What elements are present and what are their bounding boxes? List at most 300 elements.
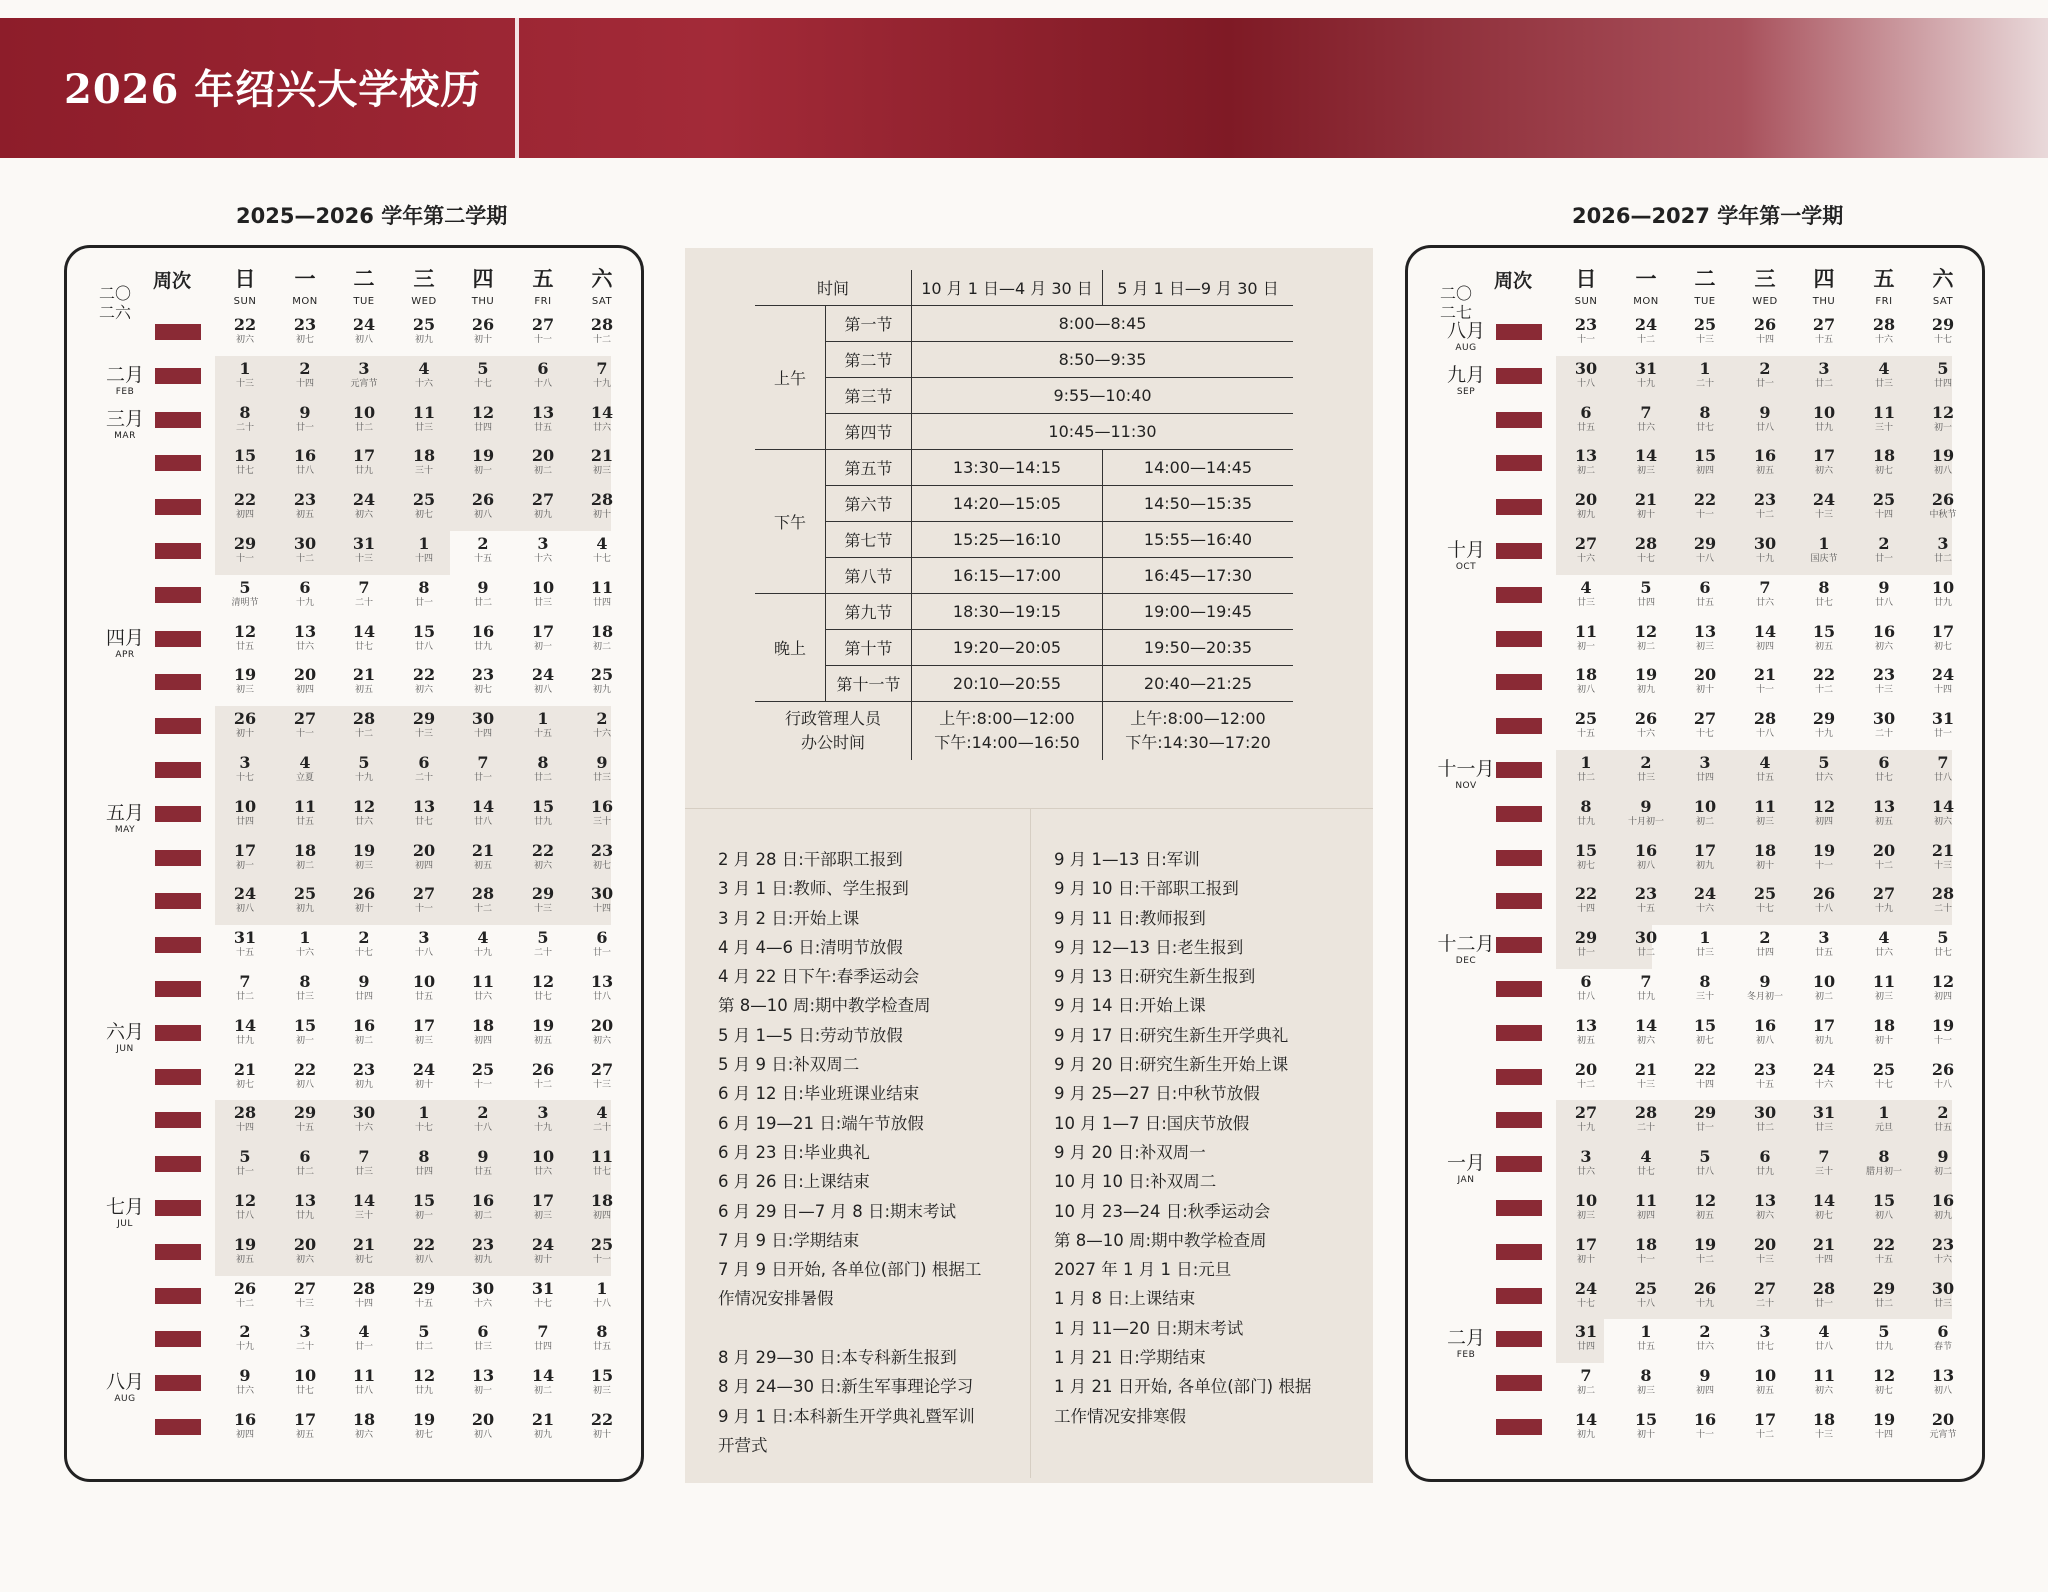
date-number: 1 (418, 534, 430, 553)
date-number: 13 (1931, 1366, 1955, 1386)
date-number: 24 (531, 1234, 555, 1254)
week-number-bar (155, 455, 201, 471)
date-cell (1796, 1017, 1852, 1047)
date-cell (1737, 1017, 1793, 1047)
period-time-summer: 16:45—17:30 (1103, 558, 1294, 594)
lunar-date: 初三 (1755, 816, 1774, 827)
date-number: 14 (471, 796, 495, 816)
date-number: 15 (1634, 1410, 1658, 1429)
period-group: 晚上 (755, 594, 826, 702)
lunar-date: 立夏 (295, 773, 314, 783)
date-cell (217, 316, 273, 346)
week-number-bar (155, 850, 201, 866)
date-number: 15 (1872, 1191, 1896, 1210)
date-cell (217, 1061, 273, 1091)
date-cell (1796, 842, 1852, 872)
date-number: 19 (233, 1234, 257, 1254)
date-number: 27 (293, 709, 317, 729)
lunar-date: 廿一 (414, 597, 433, 608)
month-label-en: OCT (1455, 562, 1477, 572)
date-cell (515, 710, 571, 740)
event-item: 10 月 23—24 日:秋季运动会 (1054, 1201, 1271, 1221)
date-number: 17 (412, 1015, 436, 1035)
date-cell (1737, 1367, 1793, 1397)
date-cell (396, 754, 452, 784)
lunar-date: 初七 (473, 685, 492, 696)
weekday-zh: 二 (353, 267, 375, 291)
lunar-date: 廿五 (414, 992, 433, 1002)
date-number: 13 (471, 1366, 495, 1386)
date-number: 26 (1931, 1059, 1955, 1079)
date-number: 7 (1818, 1147, 1830, 1167)
date-number: 16 (352, 1015, 376, 1035)
date-cell (1856, 1323, 1912, 1353)
lunar-date: 初六 (295, 1254, 314, 1265)
date-cell (574, 1104, 630, 1134)
lunar-date: 廿九 (354, 466, 373, 477)
date-cell (1737, 710, 1793, 740)
date-cell (1618, 885, 1674, 915)
date-number: 20 (412, 840, 436, 860)
lunar-date: 初五 (1755, 466, 1774, 477)
weekday-zh: 二 (1694, 267, 1716, 291)
date-cell (1796, 1061, 1852, 1091)
date-number: 27 (1872, 884, 1896, 904)
date-number: 25 (1872, 490, 1896, 510)
date-number: 22 (1693, 1059, 1717, 1079)
date-number: 13 (590, 972, 614, 991)
date-cell (1915, 360, 1971, 390)
date-cell (515, 1061, 571, 1091)
event-item: 9 月 14 日:开始上课 (1054, 996, 1206, 1016)
weekday-header (1740, 263, 1790, 307)
date-cell (217, 754, 273, 784)
lunar-date: 初四 (1814, 816, 1833, 827)
date-cell (515, 447, 571, 477)
event-item: 9 月 13 日:研究生新生报到 (1054, 967, 1256, 987)
lunar-date: 十四 (1695, 1079, 1714, 1090)
semester1-calendar (64, 245, 644, 1482)
lunar-date: 廿六 (295, 641, 314, 652)
date-cell (1856, 447, 1912, 477)
date-cell (1558, 1323, 1614, 1353)
date-number: 8 (1580, 796, 1592, 816)
date-cell (1558, 929, 1614, 959)
lunar-date: 十四 (1814, 1254, 1833, 1265)
date-cell (277, 579, 333, 609)
date-cell (515, 1148, 571, 1178)
date-number: 12 (531, 972, 555, 991)
lunar-date: 初十 (533, 1254, 552, 1265)
lunar-date: 廿八 (592, 992, 611, 1002)
date-cell (217, 885, 273, 915)
date-cell (1558, 842, 1614, 872)
date-number: 19 (233, 665, 257, 685)
date-cell (1796, 1411, 1852, 1441)
date-number: 30 (1634, 928, 1658, 948)
date-number: 26 (1753, 315, 1777, 334)
date-cell (217, 1192, 273, 1222)
lunar-date: 初六 (1814, 1386, 1833, 1397)
date-number: 21 (233, 1059, 257, 1079)
lunar-date: 廿八 (235, 1211, 254, 1221)
lunar-date: 初九 (1933, 1211, 1952, 1221)
lunar-date: 初二 (1576, 1386, 1595, 1397)
date-number: 5 (1937, 928, 1949, 948)
date-cell (455, 1280, 511, 1310)
week-number-bar (155, 1156, 201, 1172)
event-item: 1 月 21 日开始, 各单位(部门) 根据 (1054, 1377, 1312, 1397)
event-item (718, 1314, 981, 1343)
date-cell (277, 666, 333, 696)
date-cell (574, 754, 630, 784)
lunar-date: 廿五 (1755, 773, 1774, 783)
weekday-header (1680, 263, 1730, 307)
date-cell (336, 929, 392, 959)
date-number: 28 (590, 490, 614, 510)
date-cell (1618, 316, 1674, 346)
date-cell (574, 1411, 630, 1441)
lunar-date: 十一 (1636, 1254, 1655, 1265)
lunar-date: 十一 (1933, 1035, 1952, 1046)
date-number: 5 (1640, 577, 1652, 597)
lunar-date: 廿五 (1695, 597, 1714, 608)
date-cell (515, 929, 571, 959)
date-number: 9 (299, 402, 311, 422)
date-cell (336, 579, 392, 609)
year-label (93, 284, 137, 322)
lunar-date: 二十 (1874, 729, 1893, 740)
lunar-date: 十一 (1814, 860, 1833, 871)
date-number: 17 (1812, 446, 1836, 466)
date-cell (277, 404, 333, 434)
date-cell (1737, 579, 1793, 609)
date-cell (574, 316, 630, 346)
date-number: 17 (1693, 840, 1717, 860)
weekday-en: FRI (1875, 296, 1893, 307)
weekday-header (1621, 263, 1671, 307)
date-number: 13 (1872, 796, 1896, 816)
event-item: 2 月 28 日:干部职工报到 (718, 850, 903, 869)
date-number: 21 (1753, 665, 1777, 685)
date-number: 6 (596, 928, 608, 948)
lunar-date: 廿八 (1755, 422, 1774, 433)
date-cell (1915, 1192, 1971, 1222)
lunar-date: 十五 (414, 1298, 433, 1309)
lunar-date: 十四 (1874, 1430, 1893, 1440)
date-number: 22 (233, 490, 257, 510)
weekday-zh: 五 (532, 267, 554, 291)
office-hours-winter: 上午:8:00—12:00 下午:14:00—16:50 (912, 702, 1103, 761)
lunar-date: 十五 (1874, 1254, 1893, 1265)
date-number: 5 (1818, 753, 1830, 772)
lunar-date: 初十 (414, 1079, 433, 1090)
date-cell (1558, 1104, 1614, 1134)
date-cell (1915, 579, 1971, 609)
date-cell (1856, 579, 1912, 609)
date-number: 8 (418, 577, 430, 597)
lunar-date: 初六 (414, 685, 433, 696)
lunar-date: 初一 (533, 641, 552, 652)
date-number: 7 (477, 753, 489, 772)
lunar-date: 十六 (1933, 1254, 1952, 1265)
lunar-date: 廿二 (1636, 948, 1655, 959)
period-name: 第九节 (826, 594, 912, 630)
date-cell (1915, 710, 1971, 740)
date-number: 9 (1878, 577, 1890, 597)
date-number: 9 (1759, 402, 1771, 422)
month-label (87, 1367, 163, 1404)
lunar-date: 廿三 (1636, 773, 1655, 783)
date-cell (1677, 1411, 1733, 1441)
month-label (1428, 1323, 1504, 1360)
date-cell (277, 929, 333, 959)
lunar-date: 廿四 (1695, 773, 1714, 783)
time-header: 时间 (755, 270, 912, 306)
lunar-date: 十八 (1755, 729, 1774, 740)
date-cell (396, 1280, 452, 1310)
month-label-zh: 十二月 (1437, 933, 1495, 956)
date-number: 28 (233, 1103, 257, 1123)
lunar-date: 廿二 (1933, 554, 1952, 564)
month-label-en: FEB (115, 386, 135, 397)
lunar-date: 十二 (592, 335, 611, 345)
date-cell (1677, 1104, 1733, 1134)
week-number-bar (155, 324, 201, 340)
lunar-date: 廿八 (1933, 773, 1952, 783)
lunar-date: 廿四 (235, 816, 254, 827)
month-label-zh: 六月 (105, 1020, 144, 1043)
date-cell (574, 798, 630, 828)
lunar-date: 十三 (1695, 335, 1714, 345)
date-cell (1796, 666, 1852, 696)
date-cell (1618, 842, 1674, 872)
lunar-date: 廿二 (1814, 378, 1833, 389)
lunar-date: 廿四 (473, 422, 492, 433)
month-label-en: MAR (114, 430, 136, 441)
week-number-bar (155, 1069, 201, 1085)
week-number-bar (1496, 1025, 1542, 1041)
date-number: 7 (596, 358, 608, 378)
week-number-bar (155, 718, 201, 734)
lunar-date: 初六 (1636, 1035, 1655, 1046)
date-number: 25 (412, 490, 436, 510)
event-item: 10 月 1—7 日:国庆节放假 (1054, 1113, 1250, 1133)
date-number: 13 (1753, 1191, 1777, 1210)
lunar-date: 初一 (414, 1211, 433, 1221)
lunar-date: 廿一 (473, 773, 492, 783)
date-number: 25 (471, 1059, 495, 1079)
date-number: 23 (1872, 665, 1896, 685)
date-cell (336, 885, 392, 915)
date-number: 3 (358, 358, 370, 378)
week-number-bar (1496, 1244, 1542, 1260)
date-cell (396, 929, 452, 959)
lunar-date: 初五 (235, 1254, 254, 1265)
period-name: 第七节 (826, 522, 912, 558)
date-cell (336, 1367, 392, 1397)
date-cell (574, 535, 630, 565)
date-number: 17 (531, 1191, 555, 1210)
month-label (87, 1192, 163, 1229)
date-cell (574, 1367, 630, 1397)
date-number: 9 (596, 753, 608, 772)
lunar-date: 十四 (1933, 685, 1952, 696)
date-cell (1618, 1280, 1674, 1310)
lunar-date: 十三 (1874, 685, 1893, 696)
lunar-date: 三十 (414, 466, 433, 477)
date-number: 25 (1693, 315, 1717, 334)
lunar-date: 廿八 (473, 816, 492, 827)
date-cell (1856, 1411, 1912, 1441)
date-cell (277, 973, 333, 1003)
event-item: 3 月 2 日:开始上课 (718, 908, 860, 928)
date-cell (277, 535, 333, 565)
lunar-date: 十六 (295, 948, 314, 959)
date-number: 23 (1574, 315, 1598, 334)
date-cell (1856, 798, 1912, 828)
event-item: 9 月 17 日:研究生新生开学典礼 (1054, 1025, 1289, 1045)
lunar-date: 初五 (295, 510, 314, 521)
date-number: 21 (1634, 1059, 1658, 1079)
lunar-date: 初六 (235, 335, 254, 345)
lunar-date: 十五 (1636, 904, 1655, 915)
date-number: 18 (1872, 446, 1896, 466)
date-cell (455, 1367, 511, 1397)
week-number-bar (155, 893, 201, 909)
lunar-date: 十六 (1874, 335, 1893, 345)
date-cell (396, 579, 452, 609)
date-number: 6 (299, 1147, 311, 1167)
lunar-date: 廿四 (533, 1342, 552, 1353)
date-number: 3 (1580, 1147, 1592, 1167)
date-cell (1618, 1017, 1674, 1047)
date-cell (1915, 1411, 1971, 1441)
date-number: 6 (1878, 753, 1890, 772)
date-cell (1796, 1148, 1852, 1178)
weekday-en: TUE (353, 296, 375, 307)
lunar-date: 初五 (533, 1035, 552, 1046)
date-cell (1915, 1061, 1971, 1091)
banner-divider (515, 18, 519, 158)
event-item: 9 月 11 日:教师报到 (1054, 908, 1206, 928)
date-cell (277, 316, 333, 346)
date-cell (1915, 842, 1971, 872)
date-number: 1 (1818, 534, 1830, 553)
date-number: 3 (299, 1322, 311, 1342)
lunar-date: 十九 (1576, 1123, 1595, 1134)
event-item: 9 月 1—13 日:军训 (1054, 850, 1200, 869)
date-cell (1856, 623, 1912, 653)
date-cell (1737, 1104, 1793, 1134)
date-number: 21 (1931, 840, 1955, 860)
week-number-bar (1496, 631, 1542, 647)
date-number: 20 (471, 1410, 495, 1429)
period-name: 第十一节 (826, 666, 912, 702)
date-number: 7 (1937, 753, 1949, 772)
week-number-bar (1496, 806, 1542, 822)
date-number: 28 (471, 884, 495, 904)
week-number-bar (155, 543, 201, 559)
date-number: 22 (1693, 490, 1717, 510)
date-cell (1796, 579, 1852, 609)
date-cell (515, 973, 571, 1003)
lunar-date: 十八 (1576, 378, 1595, 389)
date-cell (1618, 447, 1674, 477)
date-number: 17 (1574, 1234, 1598, 1254)
lunar-date: 廿九 (473, 641, 492, 652)
period-name: 第六节 (826, 486, 912, 522)
date-cell (1856, 710, 1912, 740)
date-number: 11 (471, 972, 495, 991)
lunar-date: 初五 (1874, 816, 1893, 827)
weekday-header (577, 263, 627, 307)
date-number: 29 (412, 1278, 436, 1298)
date-number: 28 (352, 1278, 376, 1298)
lunar-date: 二十 (1636, 1123, 1655, 1134)
date-number: 29 (293, 1103, 317, 1123)
date-number: 8 (1640, 1366, 1652, 1386)
lunar-date: 十三 (235, 378, 254, 389)
date-cell (1915, 798, 1971, 828)
date-cell (574, 360, 630, 390)
date-cell (1677, 623, 1733, 653)
date-cell (1856, 666, 1912, 696)
date-number: 9 (1937, 1147, 1949, 1167)
lunar-date: 十八 (473, 1123, 492, 1134)
lunar-date: 十五 (533, 729, 552, 740)
date-cell (1915, 1236, 1971, 1266)
week-number-bar (155, 1112, 201, 1128)
date-cell (455, 1192, 511, 1222)
date-cell (217, 798, 273, 828)
period-time-summer: 19:00—19:45 (1103, 594, 1294, 630)
date-cell (574, 447, 630, 477)
date-cell (396, 1061, 452, 1091)
date-cell (1915, 1148, 1971, 1178)
event-item: 1 月 21 日:学期结束 (1054, 1348, 1206, 1368)
date-number: 23 (590, 840, 614, 860)
date-number: 2 (239, 1322, 251, 1342)
week-number-bar (155, 1419, 201, 1435)
date-number: 24 (1634, 315, 1658, 334)
year-label-line: 二〇 (1439, 284, 1472, 303)
date-number: 3 (1937, 534, 1949, 553)
date-cell (1677, 1367, 1733, 1397)
date-cell (1915, 1017, 1971, 1047)
date-cell (1677, 1017, 1733, 1047)
weekday-en: SAT (591, 296, 613, 307)
date-cell (277, 447, 333, 477)
date-number: 29 (1872, 1278, 1896, 1298)
week-number-bar (1496, 850, 1542, 866)
date-cell (396, 447, 452, 477)
lunar-date: 初八 (1933, 466, 1952, 477)
date-number: 1 (299, 928, 311, 948)
lunar-date: 十九 (1814, 729, 1833, 740)
date-cell (515, 1017, 571, 1047)
date-cell (455, 929, 511, 959)
date-cell (1796, 973, 1852, 1003)
period-time: 10:45—11:30 (912, 414, 1294, 450)
date-number: 2 (477, 1103, 489, 1123)
weekday-header (220, 263, 270, 307)
lunar-date: 初十 (1695, 685, 1714, 696)
date-number: 18 (352, 1410, 376, 1429)
lunar-date: 初十 (1755, 860, 1774, 871)
date-number: 9 (1759, 972, 1771, 991)
month-label (87, 1017, 163, 1054)
